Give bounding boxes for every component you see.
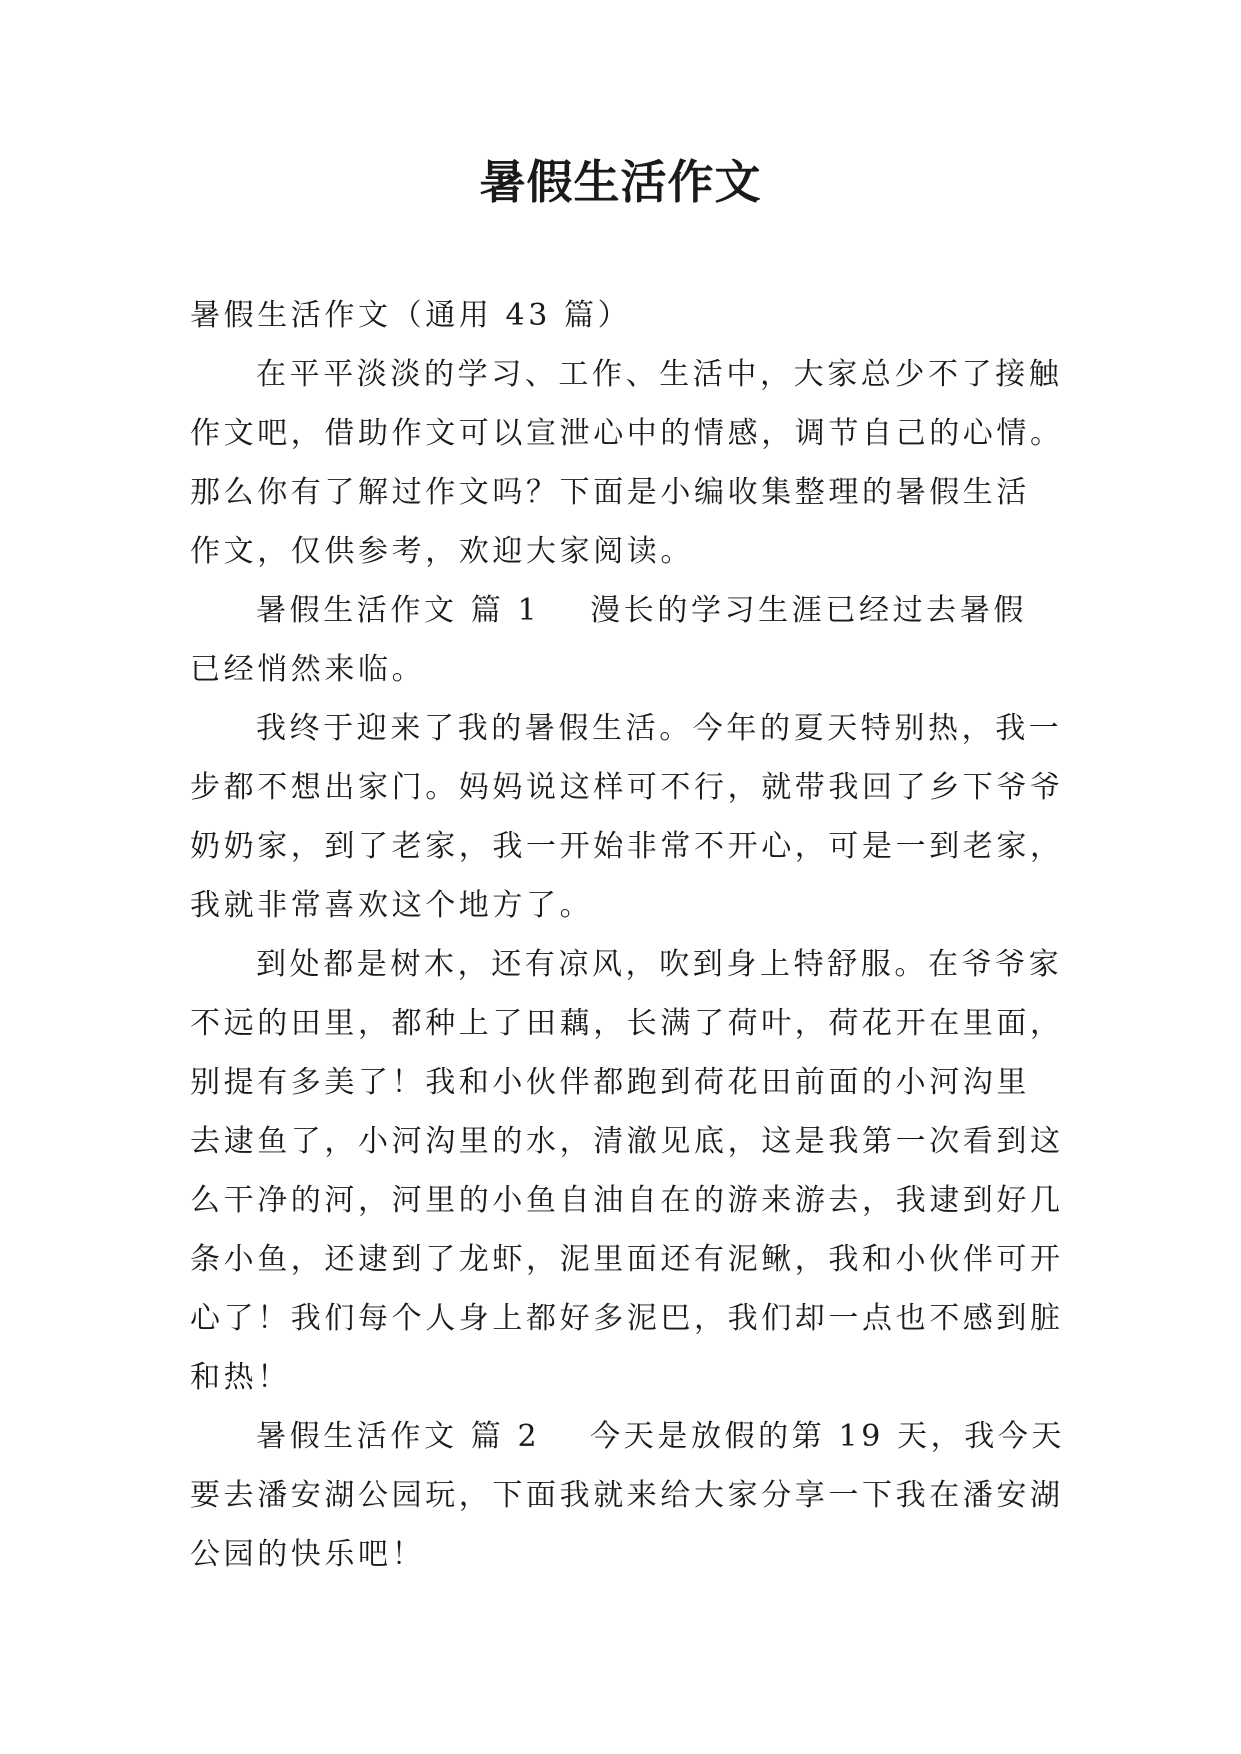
essay-line: 步都不想出家门。妈妈说这样可不行，就带我回了乡下爷爷	[190, 770, 1064, 805]
intro-line: 作文吧，借助作文可以宣泄心中的情感，调节自己的心情。	[190, 416, 1064, 451]
essay-2-lead-paragraph	[190, 1407, 1070, 1584]
essay-1-lead-cont: 已经悄然来临。	[190, 652, 426, 687]
intro-line: 作文，仅供参考，欢迎大家阅读。	[190, 534, 694, 569]
essay-line: 不远的田里，都种上了田藕，长满了荷叶，荷花开在里面，	[190, 1006, 1064, 1041]
essay-1-paragraph-2	[190, 935, 1070, 1407]
essay-1-heading: 暑假生活作文 篇 1	[256, 593, 541, 628]
essay-line: 么干净的河，河里的小鱼自油自在的游来游去，我逮到好几	[190, 1183, 1064, 1218]
essay-line: 我终于迎来了我的暑假生活。今年的夏天特别热，我一	[256, 711, 1063, 746]
essay-line: 去逮鱼了，小河沟里的水，清澈见底，这是我第一次看到这	[190, 1124, 1064, 1159]
intro-line: 那么你有了解过作文吗？下面是小编收集整理的暑假生活	[190, 475, 1030, 510]
essay-2-heading-line	[190, 1407, 1070, 1466]
essay-2-lead: 今天是放假的第 19 天，我今天	[590, 1419, 1066, 1454]
essay-line: 到处都是树木，还有凉风，吹到身上特舒服。在爷爷家	[256, 947, 1063, 982]
essay-line: 条小鱼，还逮到了龙虾，泥里面还有泥鳅，我和小伙伴可开	[190, 1242, 1064, 1277]
essay-line: 公园的快乐吧！	[190, 1537, 426, 1572]
essay-1-paragraph-1	[190, 699, 1070, 935]
document-subtitle: 暑假生活作文（通用 43 篇）	[190, 298, 632, 333]
document-title: 暑假生活作文	[479, 155, 762, 209]
essay-line: 心了！我们每个人身上都好多泥巴，我们却一点也不感到脏	[190, 1301, 1064, 1336]
essay-line: 要去潘安湖公园玩，下面我就来给大家分享一下我在潘安湖	[190, 1478, 1064, 1513]
intro-line: 在平平淡淡的学习、工作、生活中，大家总少不了接触	[256, 357, 1063, 392]
document-body	[190, 286, 1070, 1584]
essay-line: 我就非常喜欢这个地方了。	[190, 888, 594, 923]
essay-line: 别提有多美了！我和小伙伴都跑到荷花田前面的小河沟里	[190, 1065, 1030, 1100]
intro-paragraph	[190, 345, 1070, 581]
essay-line: 和热！	[190, 1360, 291, 1395]
essay-1-heading-line	[190, 581, 1070, 640]
essay-line: 奶奶家，到了老家，我一开始非常不开心，可是一到老家，	[190, 829, 1064, 864]
essay-1-lead: 漫长的学习生涯已经过去暑假	[590, 593, 1027, 628]
essay-1-lead-paragraph	[190, 581, 1070, 699]
essay-2-heading: 暑假生活作文 篇 2	[256, 1419, 541, 1454]
